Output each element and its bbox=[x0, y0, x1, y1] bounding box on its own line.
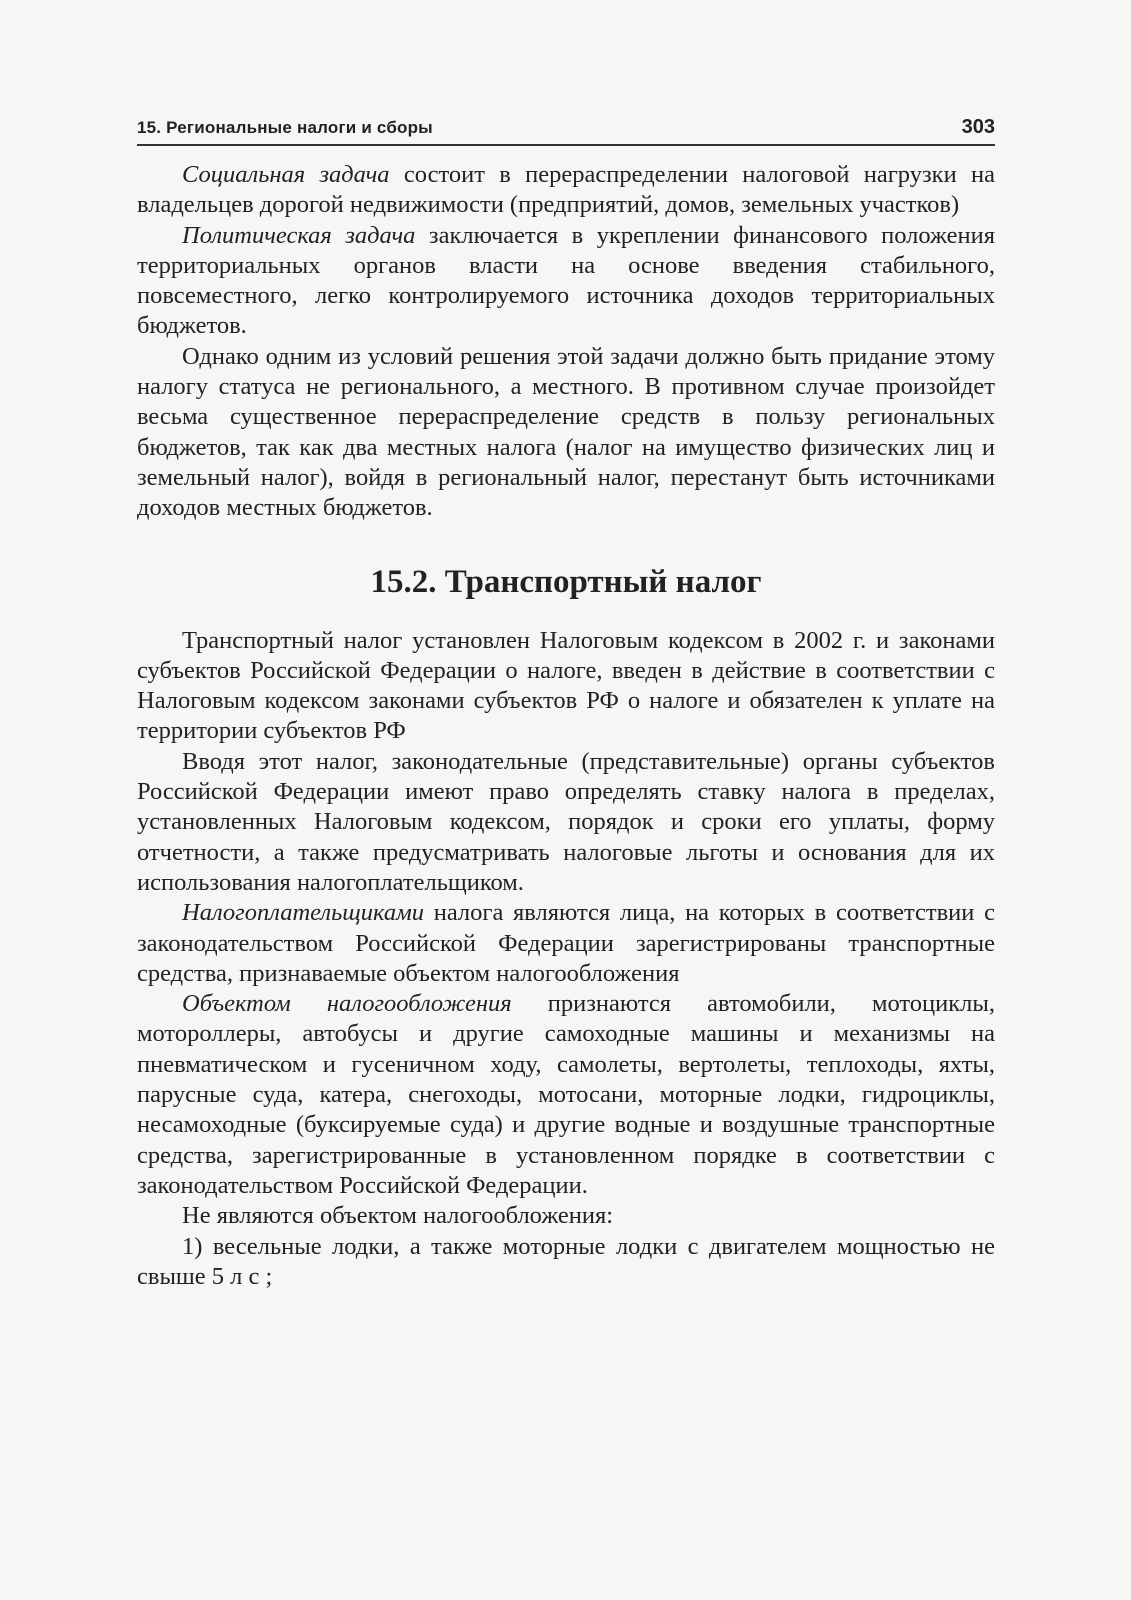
paragraph-social-task bbox=[137, 160, 995, 221]
paragraph-text: 1) весельные лодки, а также моторные лодки с двигателем мощностью не свыше 5 л с ; bbox=[137, 1232, 995, 1290]
paragraph-lead-term: Объектом налогообложения bbox=[182, 990, 512, 1018]
paragraph-political-task bbox=[137, 221, 995, 342]
section-heading: 15.2. Транспортный налог bbox=[370, 563, 762, 600]
paragraph-local-tax-status bbox=[137, 342, 995, 524]
paragraph-text: Не являются объектом налогообложения: bbox=[182, 1202, 614, 1230]
running-header bbox=[137, 114, 995, 146]
paragraph-text: признаются автомобили, мотоциклы, мотороллеры, автобусы и другие самоходные машины и механизмы на пневматическом и гусеничном ходу, самолеты, вертолеты, теплоходы, яхты, парусные суда, катера, снегоходы, мотосани, моторные лодки, гидроциклы, несамоходные (буксируемые суда) и другие водные и воздушные транспортные средства, зарегистрированные в установленном порядке в соответствии с законодательством Российской Федерации. bbox=[137, 990, 995, 1199]
chapter-title: 15. Региональные налоги и сборы bbox=[137, 118, 433, 137]
page-body bbox=[137, 160, 995, 1292]
paragraph-lead-term: Налогоплательщиками bbox=[182, 899, 424, 927]
paragraph-text: заключается в укреплении финансового положения территориальных органов власти на основе введения стабильного, повсеместного, легко контролируемого источника доходов территориальных бюджетов. bbox=[137, 221, 995, 340]
page-number: 303 bbox=[961, 116, 995, 138]
paragraph-regional-powers bbox=[137, 747, 995, 898]
paragraph-taxable-objects bbox=[137, 989, 995, 1201]
paragraph-text: Транспортный налог установлен Налоговым кодексом в 2002 г. и законами субъектов Российской Федерации о налоге, введен в действие в соответствии с Налоговым кодексом законами субъектов РФ о налоге и обязателен к уплате на территории субъектов РФ bbox=[137, 626, 995, 745]
paragraph-text: налога являются лица, на которых в соответствии с законодательством Российской Федерации зарегистрированы транспортные средства, признаваемые объектом налогообложения bbox=[137, 899, 995, 987]
paragraph-tax-established bbox=[137, 626, 995, 747]
paragraph-exclusions-intro bbox=[137, 1201, 995, 1231]
paragraph-lead-term: Политическая задача bbox=[182, 221, 416, 249]
paragraph-text: Вводя этот налог, законодательные (представительные) органы субъектов Российской Федерации имеют право определять ставку налога в пределах, установленных Налоговым кодексом, порядок и сроки его уплаты, форму отчетности, а также предусматривать налоговые льготы и основания для их использования налогоплательщиком. bbox=[137, 747, 995, 896]
paragraph-text: Однако одним из условий решения этой задачи должно быть придание этому налогу статуса не регионального, а местного. В противном случае произойдет весьма существенное перераспределение средств в пользу региональных бюджетов, так как два местных налога (налог на имущество физических лиц и земельный налог), войдя в региональный налог, перестанут быть источниками доходов местных бюджетов. bbox=[137, 342, 995, 522]
paragraph-lead-term: Социальная задача bbox=[182, 161, 390, 188]
paragraph-taxpayers bbox=[137, 898, 995, 989]
paragraph-text: состоит в перераспределении налоговой нагрузки на владельцев дорогой недвижимости (предприятий, домов, земельных участков) bbox=[137, 161, 995, 219]
list-item-exclusion-1 bbox=[137, 1232, 995, 1293]
